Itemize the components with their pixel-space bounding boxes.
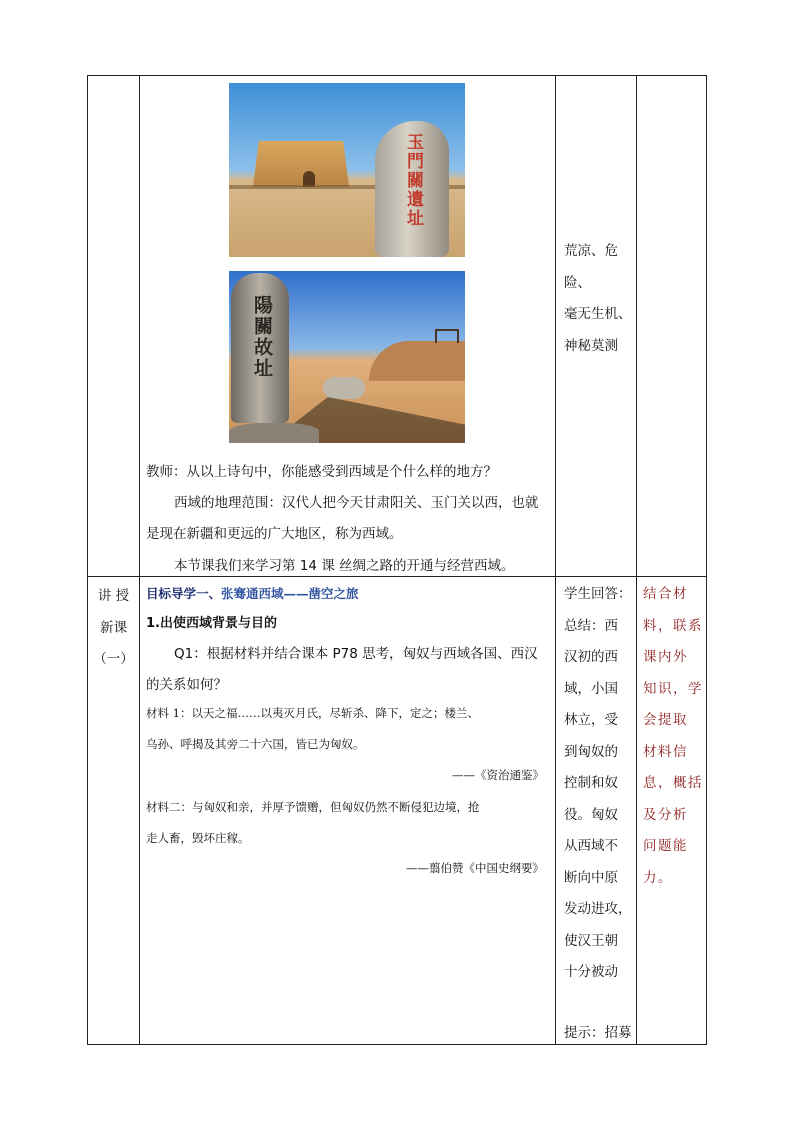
column-divider xyxy=(555,76,556,1044)
intent-line: 问题能 xyxy=(643,838,688,854)
rock-shape xyxy=(323,377,365,399)
geo-range-line1: 西域的地理范围：汉代人把今天甘肃阳关、玉门关以西，也就 xyxy=(174,495,539,511)
response-line: 神秘莫测 xyxy=(564,337,618,354)
yumen-pass-photo xyxy=(229,83,465,257)
lesson-intro: 本节课我们来学习第 14 课 丝绸之路的开通与经营西域。 xyxy=(174,558,515,574)
geo-range-line2: 是现在新疆和更远的广大地区，称为西域。 xyxy=(146,526,403,542)
yangguan-photo xyxy=(229,271,465,443)
intent-line: 息，概括 xyxy=(643,775,703,791)
material2-line1: 材料二：与匈奴和亲，并厚予馈赠，但匈奴仍然不断侵犯边境，抢 xyxy=(146,800,480,814)
column-divider xyxy=(139,76,140,1044)
response-line: 总结：西 xyxy=(564,617,618,634)
response-line: 毫无生机、 xyxy=(564,306,632,322)
section-label-line: 新课 xyxy=(100,619,127,636)
section-label-line: 讲 授 xyxy=(97,588,130,604)
response-line: 荒凉、危险、 xyxy=(564,243,618,291)
response-line: 学生回答： xyxy=(564,586,632,602)
response-line: 发动进攻， xyxy=(564,901,632,917)
pavilion-shape xyxy=(435,329,459,343)
response-line: 断向中原 xyxy=(564,869,618,886)
intent-line: 结合材 xyxy=(643,586,688,602)
lesson-plan-table xyxy=(87,75,707,1045)
response-line: 役。匈奴 xyxy=(564,806,618,823)
teacher-question: 教师：从以上诗句中，你能感受到西域是个什么样的地方？ xyxy=(146,464,497,480)
dune-shape xyxy=(369,341,465,381)
goal-title-topic: 张骞通西域——凿空之旅 xyxy=(221,586,359,601)
intent-line: 课内外 xyxy=(643,649,688,665)
response-line: 控制和奴 xyxy=(564,775,618,791)
question-q1-line2: 的关系如何？ xyxy=(146,677,227,693)
teaching-intent xyxy=(643,579,705,894)
yangguan-inscription: 陽關故址 xyxy=(251,295,273,379)
goal-title xyxy=(146,584,359,602)
intent-line: 料，联系 xyxy=(643,617,703,634)
ruin-shape xyxy=(253,141,349,187)
response-line: 十分被动 xyxy=(564,964,618,980)
column-divider xyxy=(636,76,637,1044)
intent-line: 力。 xyxy=(643,869,673,886)
section-label xyxy=(88,581,139,676)
response-line: 汉初的西 xyxy=(564,649,618,665)
response-line: 域，小国 xyxy=(564,680,618,697)
intent-line: 知识，学 xyxy=(643,680,703,697)
stele-base xyxy=(229,423,319,443)
material2-source: ——翦伯赞《中国史纲要》 xyxy=(406,861,544,875)
response-line: 从西域不 xyxy=(564,838,618,854)
upper-student-response xyxy=(564,236,640,362)
question-q1-line1: Q1：根据材料并结合课本 P78 思考，匈奴与西域各国、西汉 xyxy=(174,646,538,662)
intent-line: 及分析 xyxy=(643,806,688,823)
yumen-inscription: 玉門關遺址 xyxy=(403,133,423,228)
material1-line1: 材料 1：以天之福……以夷灭月氏，尽斩杀、降下，定之；楼兰、 xyxy=(146,706,479,720)
intent-line: 会提取 xyxy=(643,712,688,728)
intent-line: 材料信 xyxy=(643,743,688,760)
goal-title-prefix: 目标导学一、 xyxy=(146,586,222,601)
response-line: 使汉王朝 xyxy=(564,932,618,949)
student-hint: 提示：招募 xyxy=(564,1025,632,1041)
section-label-line: （一） xyxy=(93,651,134,667)
material2-line2: 走人畜，毁坏庄稼。 xyxy=(146,831,250,845)
row-divider xyxy=(88,576,706,577)
response-line: 林立，受 xyxy=(564,712,618,728)
response-line: 到匈奴的 xyxy=(564,743,618,760)
subheading: 1.出使西域背景与目的 xyxy=(146,616,277,631)
material1-source: ——《资治通鉴》 xyxy=(452,768,544,782)
material1-line2: 乌孙、呼揭及其旁二十六国，皆已为匈奴。 xyxy=(146,737,365,751)
lower-student-response xyxy=(564,579,634,989)
